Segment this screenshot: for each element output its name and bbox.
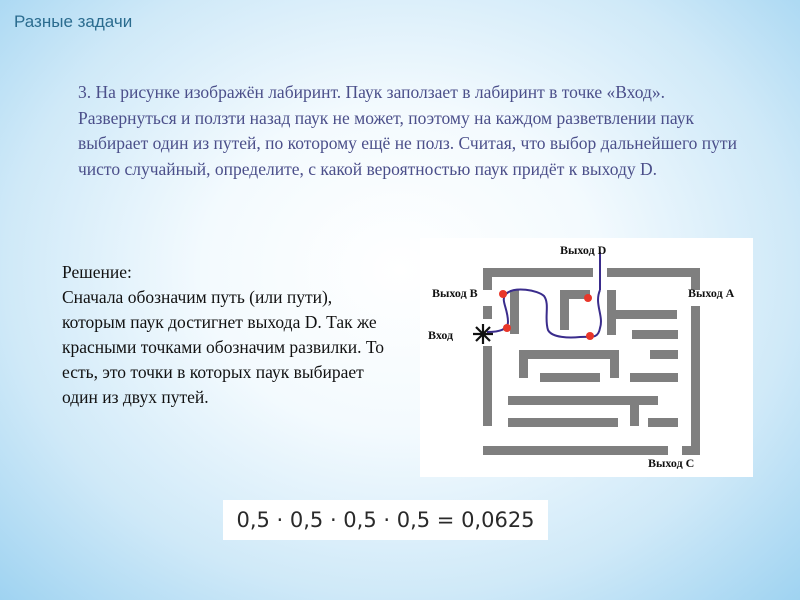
maze-wall: [607, 310, 677, 319]
maze-figure: [420, 238, 753, 477]
fork-point: [503, 324, 511, 332]
entrance-asterisk-icon: [473, 324, 493, 344]
maze-wall: [483, 268, 492, 290]
label-exit-d: Выход D: [560, 243, 607, 257]
maze-wall: [610, 350, 619, 378]
slide-title: Разные задачи: [14, 12, 133, 31]
solution-heading: Решение:: [62, 262, 132, 282]
maze-wall: [510, 290, 519, 334]
solution-text: Сначала обозначим путь (или пути), которым паук достигнет выхода D. Так же красными точками обозначим развилки. То есть, это точки в которых паук выбирает один из двух путей.: [62, 287, 384, 407]
maze-wall: [607, 268, 700, 277]
fork-point: [499, 290, 507, 298]
maze-wall: [682, 446, 700, 455]
maze-wall: [540, 373, 600, 382]
maze-walls: [483, 268, 700, 455]
probability-formula: 0,5 · 0,5 · 0,5 · 0,5 = 0,0625: [223, 500, 548, 540]
label-exit-a: Выход A: [688, 286, 735, 300]
maze-wall: [650, 350, 678, 359]
label-exit-b: Выход B: [432, 286, 478, 300]
label-entrance: Вход: [428, 328, 454, 342]
maze-wall: [483, 446, 668, 455]
maze-wall: [508, 418, 618, 427]
maze-wall: [691, 306, 700, 446]
maze-wall: [630, 373, 678, 382]
maze-wall: [483, 306, 492, 319]
label-exit-c: Выход C: [648, 456, 695, 470]
maze-wall: [483, 346, 492, 426]
task-statement: 3. На рисунке изображён лабиринт. Паук заползает в лабиринт в точке «Вход». Развернуться и ползти назад паук не может, поэтому на каждом разветвлении паук выбирает один из путей, по которому ещё не полз. Считая, что выбор дальнейшего пути чисто случайный, определите, с какой вероятностью паук придёт к выходу D.: [78, 82, 737, 179]
solution-block: [62, 260, 392, 410]
maze-wall: [519, 350, 619, 359]
fork-point: [584, 294, 592, 302]
maze-diagram: [420, 238, 753, 477]
maze-wall: [483, 268, 593, 277]
maze-wall: [519, 350, 528, 378]
maze-wall: [632, 330, 678, 339]
maze-wall: [648, 418, 678, 427]
fork-point: [586, 332, 594, 340]
maze-wall: [630, 396, 639, 426]
